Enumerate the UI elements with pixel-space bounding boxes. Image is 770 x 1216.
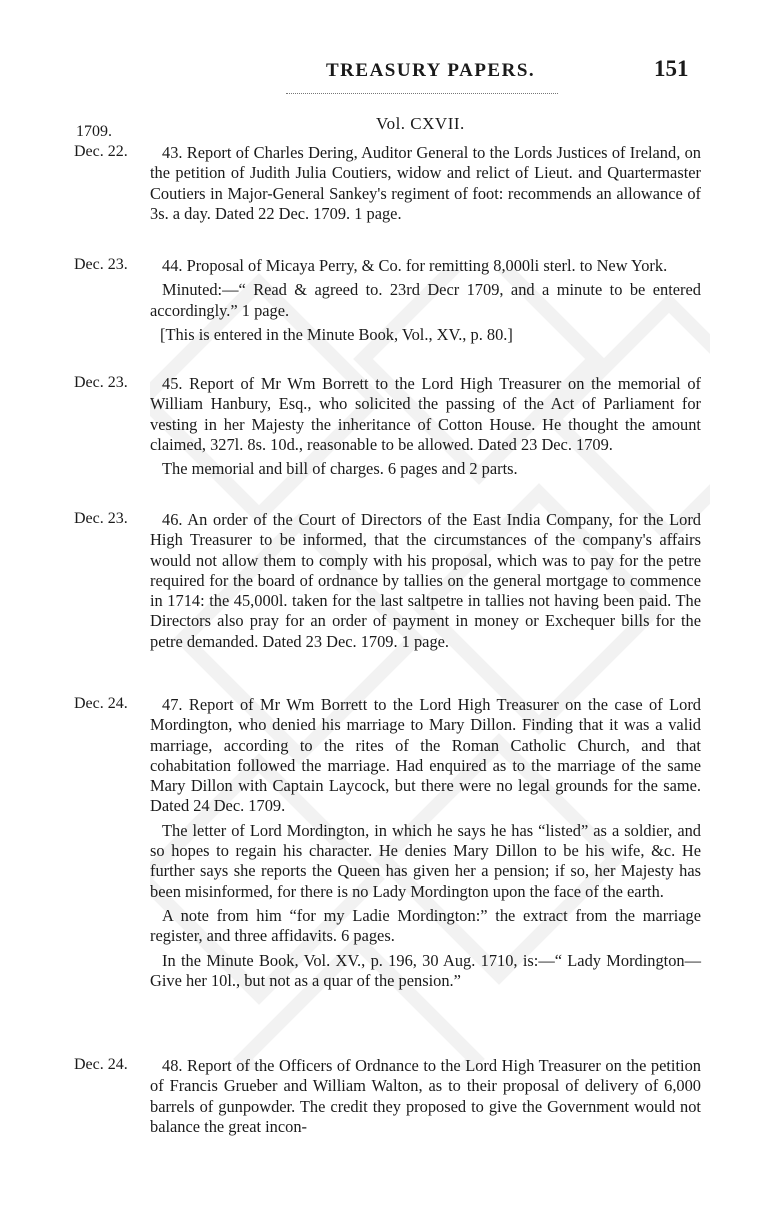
entry-date: Dec. 24. — [74, 695, 128, 712]
entry-date: Dec. 23. — [74, 510, 128, 527]
entry-body — [150, 374, 701, 479]
entry-paragraph: In the Minute Book, Vol. XV., p. 196, 30 Aug. 1710, is:—“ Lady Mordington—Give her 10l., but not as a quar of the pension.” — [150, 950, 701, 990]
entry-paragraph: A note from him “for my Ladie Mordington:” the extract from the marriage register, and three affidavits. 6 pages. — [150, 905, 701, 946]
entry-paragraph: 43. Report of Charles Dering, Auditor General to the Lords Justices of Ireland, on the petition of Judith Julia Coutiers, widow and relict of Lieut. and Quartermaster Coutiers in Major-General Sankey's regiment of foot: recommends an allowance of 3s. a day. Dated 22 Dec. 1709. 1 page. — [150, 143, 701, 223]
entry-paragraph: The letter of Lord Mordington, in which he says he has “listed” as a soldier, and so hopes to regain his character. He denies Mary Dillon to be his wife, &c. He further says she reports the Queen has given her a pension; if so, her Majesty has been misinformed, for there is no Lady Mordington upon the face of the earth. — [150, 820, 701, 901]
entry-body — [150, 256, 701, 345]
entry-body — [150, 143, 701, 224]
bracket-note: [This is entered in the Minute Book, Vol., XV., p. 80.] — [160, 324, 513, 344]
entry-paragraph: 44. Proposal of Micaya Perry, & Co. for remitting 8,000li sterl. to New York. — [162, 256, 668, 275]
entry-paragraph: 48. Report of the Officers of Ordnance to the Lord High Treasurer on the petition of Francis Grueber and William Walton, as to their proposal of delivery of 6,000 barrels of gunpowder. The credit they proposed to give the Government would not balance the great incon- — [150, 1056, 701, 1136]
entry-paragraph: The memorial and bill of charges. 6 pages and 2 parts. — [162, 459, 518, 479]
entry-date: Dec. 22. — [74, 143, 128, 160]
entry-paragraph: 45. Report of Mr Wm Borrett to the Lord High Treasurer on the memorial of William Hanbury, Esq., who solicited the passing of the Act of Parliament for vesting in her Majesty the inheritance of Cotton House. He thought the amount claimed, 327l. 8s. 10d., reasonable to be allowed. Dated 23 Dec. 1709. — [150, 374, 701, 454]
entry-body — [150, 695, 701, 991]
entry-paragraph: 47. Report of Mr Wm Borrett to the Lord High Treasurer on the case of Lord Mordington, who denied his marriage to Mary Dillon. Finding that it was a valid marriage, according to the rites of the Roman Catholic Church, and that cohabitation followed the marriage. Had enquired as to the marriage of the same Mary Dillon with Captain Laycock, but there were no legal grounds for the same. Dated 24 Dec. 1709. — [150, 695, 701, 816]
running-title: TREASURY PAPERS. — [326, 60, 536, 81]
page-number: 151 — [654, 56, 689, 81]
entry-paragraph: 46. An order of the Court of Directors of the East India Company, for the Lord High Treasurer to be informed, that the circumstances of the company's affairs would not allow them to comply with his proposal, which was to pay for the petre required for the board of ordnance by tallies on the general mortgage to commence in 1714: the 45,000l. taken for the last saltpetre in tallies not having been paid. The Directors also pray for an order of payment in money or Exchequer bills for the petre demanded. Dated 23 Dec. 1709. 1 page. — [150, 510, 701, 651]
entry-body — [150, 1056, 701, 1137]
year-label: 1709. — [76, 123, 112, 140]
volume-heading: Vol. CXVII. — [376, 114, 465, 133]
page-header — [0, 52, 770, 88]
entry-date: Dec. 24. — [74, 1056, 128, 1073]
entry-date: Dec. 23. — [74, 374, 128, 391]
entry-body — [150, 510, 701, 652]
minute-note: Minuted:—“ Read & agreed to. 23rd Decr 1709, and a minute to be entered accordingly.” 1 page. — [150, 280, 701, 320]
header-rule — [286, 93, 558, 94]
entry-date: Dec. 23. — [74, 256, 128, 273]
